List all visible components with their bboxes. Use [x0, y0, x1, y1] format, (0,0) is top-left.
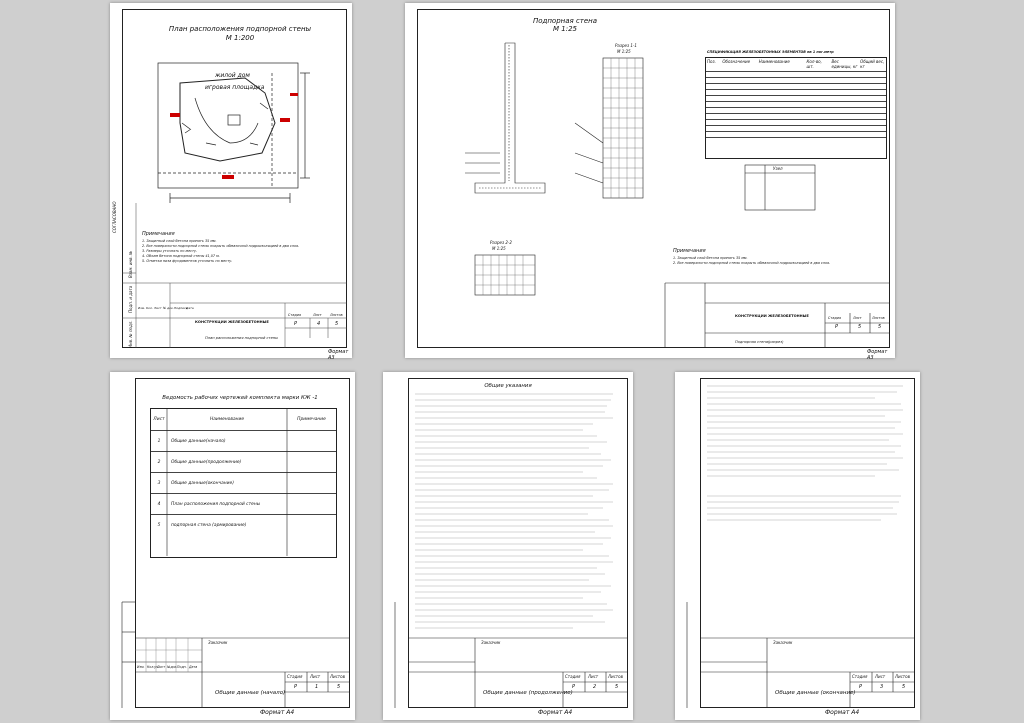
stamp-stage: Р	[859, 684, 863, 690]
note-line: 2. Все поверхности подпорной стены покрыть обмазочной гидроизоляцией в два слоя.	[673, 261, 831, 265]
sheet-wall	[405, 3, 895, 361]
stamp-head-sheets: Листов	[330, 313, 343, 317]
spec-table	[705, 57, 887, 159]
sheet-notes-3	[675, 372, 920, 720]
format-label: Формат А3	[867, 349, 888, 361]
sheet-title: План расположения подпорной стены	[168, 25, 312, 33]
section2-label: Разрез 2-2	[490, 240, 512, 245]
sheet-scale: М 1:200	[225, 34, 255, 42]
stamp-org: КОНСТРУКЦИИ ЖЕЛЕЗОБЕТОННЫЕ	[195, 320, 269, 324]
sheet-title: Ведомость рабочих чертежей комплекта марки КЖ -1	[162, 395, 318, 401]
stamp-stage: Р	[294, 684, 298, 690]
format-label: Формат А3	[328, 349, 349, 361]
list-item-num: 5	[157, 523, 161, 528]
stamp-head-sheets: Листов	[330, 674, 345, 679]
stamp-sheet: 3	[880, 684, 884, 690]
side-inv: Инв. № подл.	[128, 320, 133, 348]
side-soglas: СОГЛАСОВАНО	[112, 201, 117, 233]
sheet-scale: М 1:25	[553, 25, 577, 33]
spec-col: Вес единицы, кг	[831, 59, 858, 69]
sheet-notes-2	[383, 372, 633, 720]
format-label: Формат А4	[260, 709, 295, 716]
stamp-head-sheet: Лист	[588, 674, 599, 679]
notes-lines	[383, 372, 633, 720]
spec-col: Обозначение	[722, 59, 751, 64]
format-label: Формат А4	[538, 709, 573, 716]
stamp-sheets: 5	[335, 321, 339, 327]
sheet-plan	[110, 3, 352, 361]
side-podp: Подп. и дата	[128, 285, 133, 313]
list-item-name: План расположения подпорной стены	[171, 501, 261, 507]
stamp-small-doc: №док.	[167, 665, 178, 669]
stamp-small-sign: Подп.	[177, 665, 187, 669]
stamp-left-izm: Изм.	[138, 306, 146, 310]
zakaz-label: Заказчик	[481, 640, 501, 645]
stamp-sheets: 5	[878, 324, 882, 330]
note-line: 5. Отметки низа фундаментов уточнить по месту.	[142, 259, 233, 263]
spec-col: Общий вес, кг	[860, 59, 885, 69]
stamp-small-izm: Изм.	[137, 665, 145, 669]
spec-header	[706, 58, 886, 72]
spec-col: Наименование	[758, 59, 790, 64]
list-col: Примечание	[297, 417, 326, 422]
note-line: 3. Размеры уточнять по месту.	[142, 249, 198, 253]
note-line: 2. Все поверхности подпорной стены покрыть обмазочной гидроизоляцией в два слоя.	[142, 244, 300, 248]
label-playground: игровая площадка	[205, 84, 265, 91]
stamp-head-sheets: Листов	[872, 316, 885, 320]
stamp-small-date: Дата	[189, 665, 198, 669]
stamp-head-sheet: Лист	[853, 316, 862, 320]
stamp-stage: Р	[835, 324, 839, 330]
stamp-stage: Р	[294, 321, 298, 327]
list-col: Наименование	[209, 417, 245, 422]
stamp-left-doc: № док.	[163, 306, 174, 310]
list-item-num: 1	[157, 438, 161, 444]
stamp-sheet: 5	[858, 324, 862, 330]
list-item-num: 4	[157, 501, 161, 507]
stamp-head-sheet: Лист	[313, 313, 322, 317]
stamp-caption: Общие данные (продолжение)	[483, 690, 573, 696]
note-line: 4. Объем бетона подпорной стены 41,07 м.	[142, 254, 220, 258]
stamp-head-stage: Стадия	[565, 674, 581, 679]
format-label: Формат А4	[825, 709, 860, 716]
stamp-caption: Общие данные (окончание)	[775, 690, 856, 696]
stamp-sheets: 5	[337, 684, 341, 690]
section2-scale: М 1:25	[492, 246, 506, 251]
sheet-title: Общие указания	[484, 383, 532, 389]
notes-block	[142, 239, 342, 264]
stamp-sheet: 4	[317, 321, 321, 327]
section1-label: Разрез 1-1	[615, 43, 637, 48]
stamp-small-list: Лист	[157, 665, 166, 669]
stamp-head-sheets: Листов	[895, 674, 910, 679]
list-item-name: Общие данные(продолжение)	[171, 459, 242, 465]
stamp-head-stage: Стадия	[287, 674, 303, 679]
sheet-title: Подпорная стена	[532, 17, 598, 25]
notes-block	[673, 256, 883, 266]
zakaz-label: Заказчик	[773, 640, 793, 645]
stamp-left-date: Дата	[186, 306, 194, 310]
stamp-sheet: 1	[315, 684, 319, 690]
list-item-name: Общие данные(начало)	[171, 438, 226, 444]
list-item-name: Общие данные(окончание)	[171, 480, 234, 486]
stamp-head-stage: Стадия	[288, 313, 302, 317]
note-line: 1. Защитный слой бетона принять 35 мм.	[673, 256, 748, 260]
notes-head: Примечания	[142, 231, 175, 237]
spec-title: СПЕЦИФИКАЦИЯ ЖЕЛЕЗОБЕТОННЫХ ЭЛЕМЕНТОВ на 1 пог.метр	[707, 50, 834, 54]
list-item-num: 3	[157, 480, 161, 486]
stamp-head-sheet: Лист	[310, 674, 321, 679]
stamp-sheets: 5	[615, 684, 619, 690]
node-title: Узел	[773, 166, 783, 171]
stamp-left-list: Лист	[154, 306, 162, 310]
stamp-sheet: 2	[593, 684, 597, 690]
zakaz-label: Заказчик	[208, 640, 228, 645]
stamp-head-stage: Стадия	[852, 674, 868, 679]
label-house: жилой дом	[215, 72, 250, 79]
stamp-sheets: 5	[902, 684, 906, 690]
stamp-caption: Общие данные (начало)	[215, 690, 286, 696]
list-col: Лист	[153, 417, 165, 422]
list-item-name: подпорная стена (армирование)	[171, 523, 247, 528]
notes-lines	[675, 372, 920, 720]
note-line: 1. Защитный слой бетона принять 35 мм.	[142, 239, 217, 243]
stamp-small-kol: Кол.уч.	[147, 665, 160, 669]
stamp-left-kol: Кол.	[146, 306, 153, 310]
side-vzam: Взам. инв. №	[128, 250, 133, 278]
stamp-caption: План расположения подпорной стены	[205, 336, 278, 340]
stamp-head-sheets: Листов	[608, 674, 623, 679]
stamp-stage: Р	[572, 684, 576, 690]
section1-scale: М 1:25	[617, 49, 631, 54]
stamp-caption: Подпорная стена(разрез)	[735, 340, 784, 344]
spec-col: Поз.	[707, 59, 716, 64]
stamp-left-sign: Подпись	[174, 306, 188, 310]
sheet-list	[110, 372, 355, 720]
stamp-org: КОНСТРУКЦИИ ЖЕЛЕЗОБЕТОННЫЕ	[735, 314, 809, 318]
stamp-head-stage: Стадия	[828, 316, 842, 320]
notes-head: Примечания	[673, 248, 706, 254]
spec-col: Кол-во, шт.	[806, 59, 822, 69]
stamp-head-sheet: Лист	[875, 674, 886, 679]
list-item-num: 2	[157, 459, 161, 465]
